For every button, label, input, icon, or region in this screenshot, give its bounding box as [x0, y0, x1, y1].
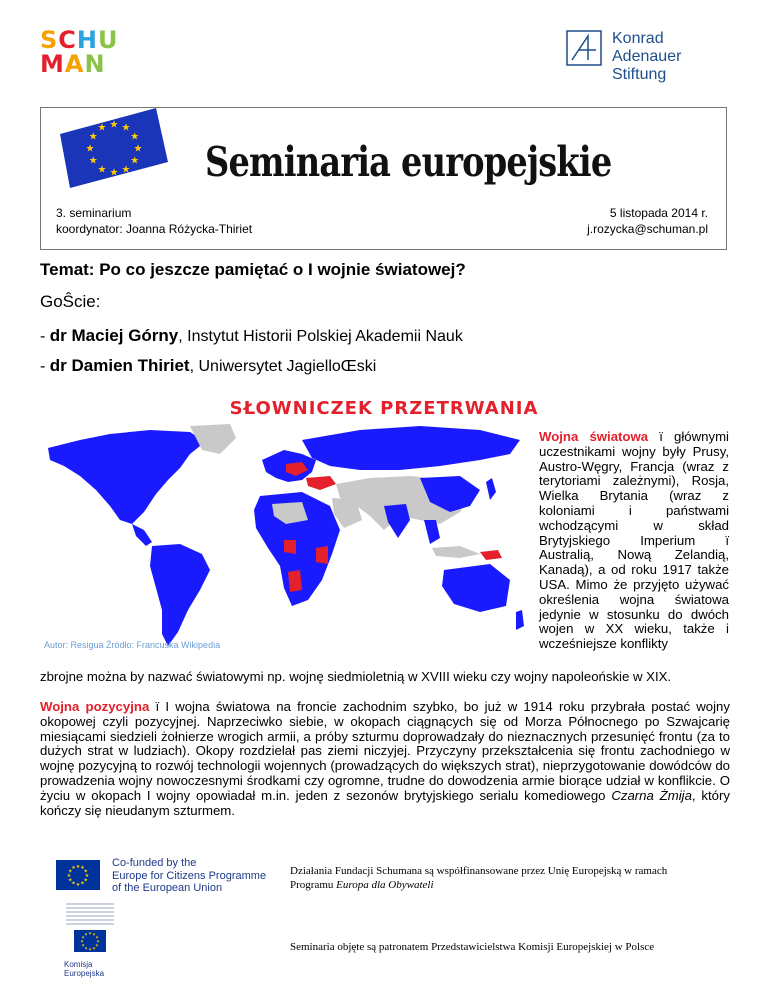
star-icon: ★	[109, 119, 119, 131]
star-icon: ★	[71, 864, 76, 871]
wojna-swiatowa-tail: zbrojne można by nazwać światowymi np. wojnę siedmioletnią w XVIII wieku czy wojny napoleońskie w XIX.	[40, 669, 672, 684]
kas-line1: Konrad	[612, 30, 664, 47]
page-title: Seminaria europejskie	[205, 138, 612, 186]
commission-line1: Komisja	[64, 960, 93, 969]
star-icon: ★	[95, 934, 99, 940]
eu-flag-icon	[52, 104, 172, 190]
star-icon: ★	[67, 877, 73, 884]
star-icon: ★	[133, 143, 143, 155]
star-icon: ★	[121, 122, 131, 134]
star-icon: ★	[121, 164, 131, 176]
guest-name: dr Damien Thiriet	[49, 356, 190, 375]
cofunded-line3: of the European Union	[112, 882, 223, 894]
guest-dash: -	[40, 328, 50, 345]
star-icon: ★	[80, 864, 85, 871]
wojna-swiatowa-text: ï głównymi uczestnikami wojny były Prusy, Austro-Węgry, Francja (wraz z terytoriami zależnymi), Rosja, Wielka Brytania (wraz z koloniami i państwami wchodzącymi w skład Brytyjskiego Imperium ï Australią, Nową Zelandią, Kanadą), a od roku 1917 także USA. Mimo że przyjęto używać określenia wojna światowa jedynie w stosunku do dwóch wojen w XX wieku, także i wcześniejsze konflikty	[539, 429, 729, 652]
indonesia-shape	[432, 546, 480, 558]
star-icon: ★	[67, 868, 73, 875]
star-icon: ★	[96, 938, 100, 944]
seminar-number: 3. seminarium	[56, 206, 132, 220]
cofunded-line1: Co-funded by the	[112, 857, 197, 869]
guest-item	[40, 326, 463, 346]
guest-affiliation: , Instytut Historii Polskiej Akademii Nauk	[178, 328, 463, 345]
schuman-logo-line2: MAN	[40, 50, 106, 78]
star-icon: ★	[95, 942, 99, 948]
north-america-shape	[48, 430, 205, 524]
south-america-shape	[150, 544, 210, 646]
map-credit: Autor: Resigua Źródło: Francuska Wikipedia	[44, 640, 221, 650]
kas-name	[612, 30, 681, 84]
star-icon: ★	[83, 877, 89, 884]
meta-right	[587, 205, 708, 237]
topic-heading: Temat: Po co jeszcze pamiętać o I wojnie światowej?	[40, 260, 466, 279]
meta-left	[56, 205, 252, 237]
star-icon: ★	[85, 143, 95, 155]
star-icon: ★	[109, 167, 119, 179]
wojna-swiatowa-term: Wojna światowa	[539, 429, 649, 444]
star-icon: ★	[88, 946, 92, 952]
section-title: SŁOWNICZEK PRZETRWANIA	[229, 398, 539, 419]
schuman-logo	[40, 28, 130, 80]
tanzania-shape	[316, 546, 328, 564]
star-icon: ★	[88, 930, 92, 936]
russia-shape	[302, 426, 520, 470]
star-icon: ★	[81, 942, 85, 948]
star-icon: ★	[80, 938, 84, 944]
guest-dash: -	[40, 358, 50, 375]
series-title: Czarna Żmija	[611, 787, 692, 803]
namibia-shape	[288, 570, 302, 592]
funding-note-text: Działania Fundacji Schumana są współfinansowane przez Unię Europejską w ramach Programu	[290, 865, 668, 891]
star-icon: ★	[84, 931, 88, 937]
star-icon: ★	[88, 155, 98, 167]
kas-logo	[566, 30, 706, 86]
seminar-date: 5 listopada 2014 r.	[609, 206, 708, 220]
guest-affiliation: , Uniwersytet JagielloŒski	[189, 358, 377, 375]
star-icon: ★	[130, 131, 140, 143]
star-icon: ★	[97, 122, 107, 134]
japan-shape	[486, 478, 496, 500]
new-guinea-shape	[480, 550, 502, 560]
commission-line2: Europejska	[64, 969, 105, 978]
cofunded-line2: Europe for Citizens Programme	[112, 869, 267, 882]
wojna-pozycyjna-entry	[40, 700, 730, 818]
australia-shape	[442, 564, 510, 612]
central-america-shape	[132, 524, 152, 546]
program-name: Europa dla Obywateli	[336, 879, 434, 891]
star-icon: ★	[66, 872, 72, 879]
kas-line2: Adenauer	[612, 48, 682, 65]
star-icon: ★	[75, 881, 81, 888]
star-icon: ★	[92, 931, 96, 937]
cofunded-label	[112, 857, 266, 895]
star-icon: ★	[130, 155, 140, 167]
star-icon: ★	[80, 880, 85, 887]
contact-email[interactable]: j.rozycka@schuman.pl	[587, 222, 708, 236]
cameroon-shape	[284, 540, 296, 554]
star-icon: ★	[88, 131, 98, 143]
new-zealand-shape	[516, 610, 524, 630]
world-map	[40, 420, 530, 656]
star-icon: ★	[84, 872, 90, 879]
kas-line3: Stiftung	[612, 66, 667, 83]
star-icon: ★	[75, 863, 81, 870]
greenland-shape	[190, 424, 236, 454]
star-icon: ★	[71, 880, 76, 887]
guest-name: dr Maciej Górny	[49, 326, 179, 345]
wojna-swiatowa-entry	[539, 430, 729, 652]
siam-shape	[424, 520, 440, 544]
schuman-logo-line1: SCHU	[40, 26, 119, 54]
star-icon: ★	[83, 868, 89, 875]
kas-mark-icon	[566, 30, 602, 66]
wojna-pozycyjna-end: , który kończy się nieudanym szturmem.	[40, 787, 730, 818]
star-icon: ★	[92, 945, 96, 951]
guests-label: GoŜcie:	[40, 292, 101, 311]
star-icon: ★	[81, 934, 85, 940]
funding-note	[290, 864, 710, 892]
commission-label	[64, 960, 104, 978]
india-shape	[384, 504, 410, 538]
turkey-shape	[306, 476, 336, 490]
star-icon: ★	[97, 164, 107, 176]
wojna-pozycyjna-text: ï I wojna światowa na froncie zachodnim szybko, bo już w 1914 roku przybrała postać wojny okopowej czyli pozycyjnej. Naprzeciwko siebie, w okopach ciągnących się od Morza Północnego po Szwajcarię miesiącami siedzieli żołnierze wrogich armii, a próby szturmu doprowadzały do nieznacznych przesunięć frontu (za to dużych strat w ludziach). Okopy rozdzielał pas ziemi niczyjej. Przyczyny przekształcenia się frontu zachodniego w wojnę pozycyjną to rozwój technologii wojennych (prowadzących do większych strat), nieprzygotowanie dowódców do prowadzenia wojny nowoczesnymi środkami czy ogromne, trudne do dowodzenia armie biorące udział w konflikcie. O życiu w okopach I wojny opowiadał m.in. jeden z sezonów brytyjskiego serialu komediowego	[40, 699, 730, 803]
eu-flag-small-icon	[56, 860, 100, 890]
star-icon: ★	[84, 945, 88, 951]
wojna-pozycyjna-term: Wojna pozycyjna	[40, 699, 150, 714]
guest-item	[40, 356, 376, 376]
patronage-note: Seminaria objęte są patronatem Przedstawicielstwa Komisji Europejskiej w Polsce	[290, 941, 655, 953]
coordinator: koordynator: Joanna Różycka-Thiriet	[56, 222, 253, 236]
